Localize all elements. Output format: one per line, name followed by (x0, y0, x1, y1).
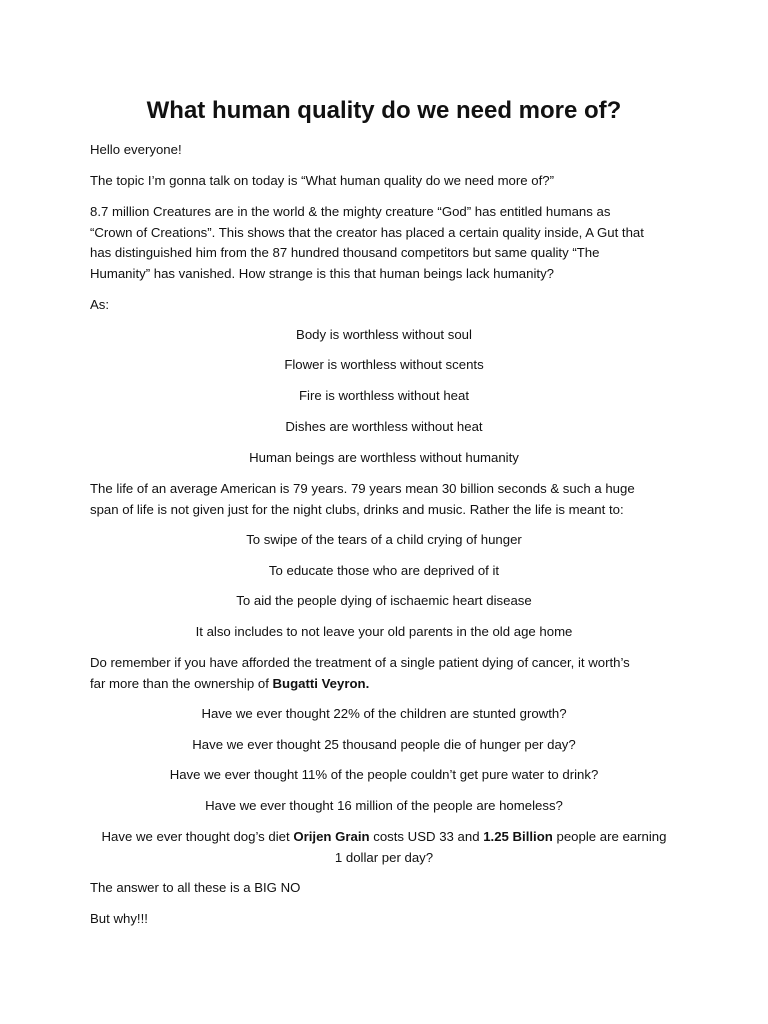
life-paragraph (90, 479, 686, 520)
purpose-item: To swipe of the tears of a child crying of hunger (246, 532, 522, 547)
question-item: Have we ever thought 11% of the people couldn’t get pure water to drink? (169, 767, 599, 782)
dog-question (80, 827, 688, 868)
topic-text: The topic I’m gonna talk on today is “What human quality do we need more of?” (90, 173, 555, 188)
intro-line: “Crown of Creations”. This shows that the creator has placed a certain quality inside, A Gut that (90, 224, 644, 240)
document-title: What human quality do we need more of? (146, 97, 622, 124)
worthless-item: Dishes are worthless without heat (285, 419, 483, 434)
remember-text: far more than the ownership of (90, 675, 273, 691)
purpose-item: It also includes to not leave your old parents in the old age home (195, 624, 573, 639)
dog-question-line (80, 827, 688, 848)
worthless-item: Flower is worthless without scents (284, 357, 484, 372)
question-item: Have we ever thought 16 million of the people are homeless? (205, 798, 563, 813)
life-line: span of life is not given just for the night clubs, drinks and music. Rather the life is meant to: (90, 501, 624, 517)
as-label: As: (90, 297, 110, 312)
orijen-bold: Orijen Grain (293, 829, 370, 844)
dog-text-1: Have we ever thought dog’s diet (101, 829, 294, 844)
billion-bold: 1.25 Billion (483, 829, 553, 844)
bugatti-bold: Bugatti Veyron. (272, 675, 370, 691)
intro-paragraph (90, 202, 686, 284)
purpose-item: To aid the people dying of ischaemic heart disease (236, 593, 532, 608)
intro-line: 8.7 million Creatures are in the world & the mighty creature “God” has entitled humans as (90, 204, 611, 219)
dog-question-line2: 1 dollar per day? (334, 849, 434, 865)
worthless-item: Human beings are worthless without humanity (249, 450, 519, 465)
greeting-text: Hello everyone! (90, 142, 182, 157)
life-line: The life of an average American is 79 years. 79 years mean 30 billion seconds & such a huge (90, 481, 635, 496)
dog-text-3: people are earning (552, 829, 667, 844)
worthless-item: Fire is worthless without heat (298, 388, 470, 403)
intro-line: Humanity” has vanished. How strange is this that human beings lack humanity? (90, 265, 554, 281)
remember-line (90, 674, 686, 695)
worthless-item: Body is worthless without soul (296, 327, 472, 342)
dog-text-2: costs USD 33 and (369, 829, 484, 844)
answer-text: The answer to all these is a BIG NO (90, 880, 301, 895)
closing-text: But why!!! (90, 911, 148, 926)
question-item: Have we ever thought 22% of the children are stunted growth? (201, 706, 567, 721)
remember-paragraph (90, 653, 686, 694)
purpose-item: To educate those who are deprived of it (268, 563, 500, 578)
question-item: Have we ever thought 25 thousand people die of hunger per day? (192, 737, 576, 752)
remember-line: Do remember if you have afforded the treatment of a single patient dying of cancer, it worth’s (90, 655, 630, 670)
intro-line: has distinguished him from the 87 hundred thousand competitors but same quality “The (90, 245, 600, 260)
